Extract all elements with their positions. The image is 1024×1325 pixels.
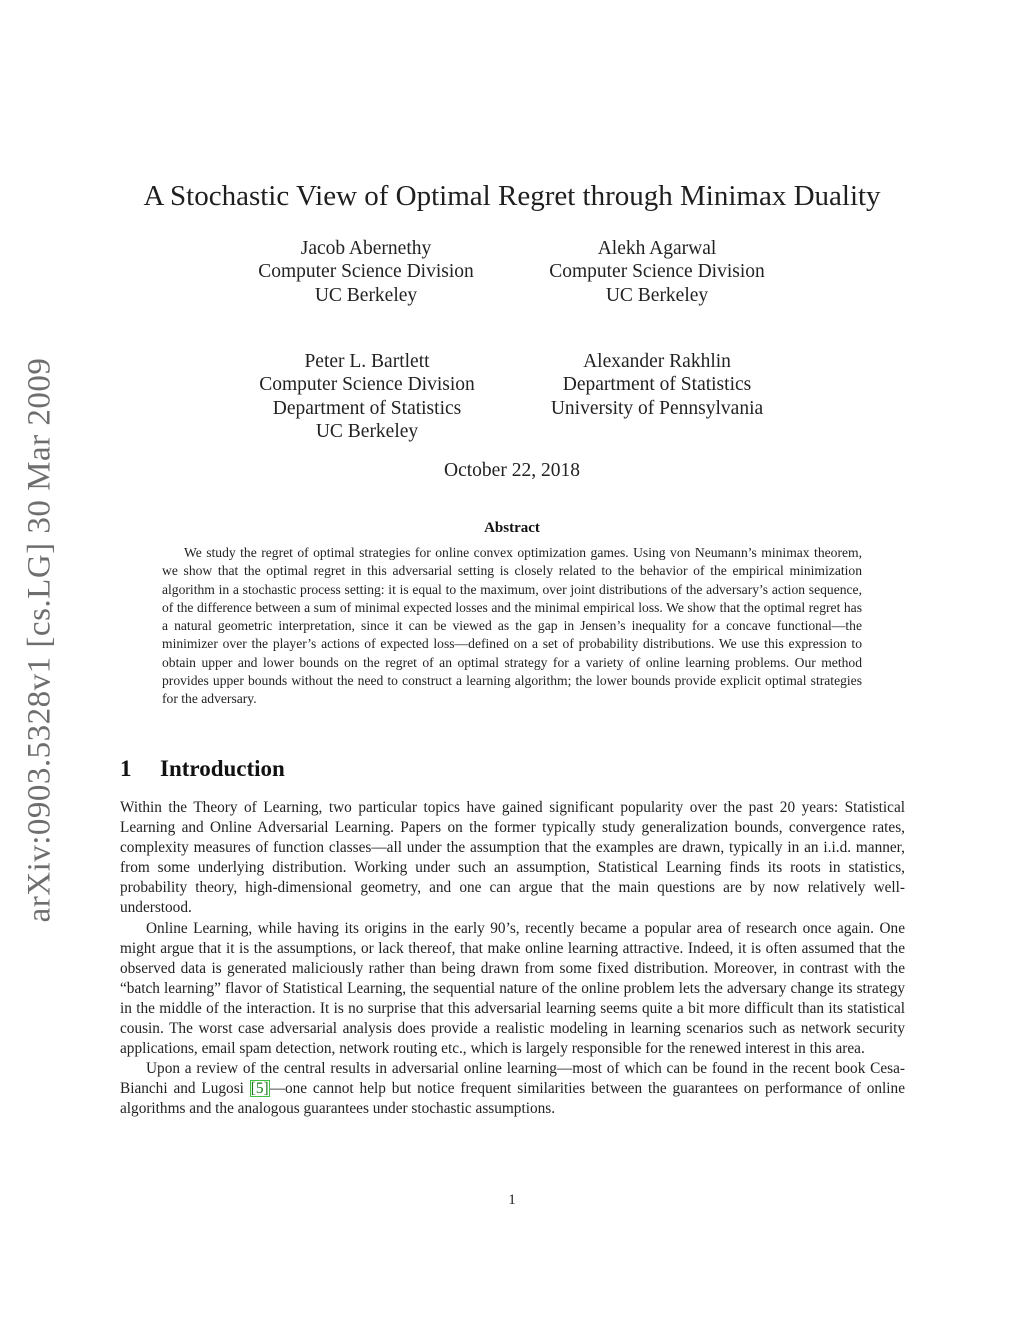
author-name: Alexander Rakhlin xyxy=(583,351,731,372)
arxiv-identifier: arXiv:0903.5328v1 [cs.LG] 30 Mar 2009 xyxy=(21,357,58,923)
author-affiliation: Computer Science Division xyxy=(549,261,765,283)
author-affiliation: UC Berkeley xyxy=(605,284,709,306)
section-heading xyxy=(120,756,285,782)
author-affiliation: UC Berkeley xyxy=(314,284,418,306)
author-block xyxy=(497,237,817,307)
section-body xyxy=(120,798,905,1120)
author-affiliation: Department of Statistics xyxy=(562,374,752,396)
citation-link[interactable]: [5] xyxy=(250,1080,269,1098)
author-name: Alekh Agarwal xyxy=(597,238,717,259)
abstract-text: We study the regret of optimal strategies for online convex optimization games. Using von Neumann’s minimax theorem, we show that the optimal regret in this adversarial setting is closely related to the behavior of the empirical minimization algorithm in a stochastic process setting: it is equal to the maximum, over joint distributions of the adversary’s action sequence, of the difference between a sum of minimal expected losses and the minimal empirical loss. We show that the optimal regret has a natural geometric interpretation, since it can be viewed as the gap in Jensen’s inequality for a concave functional—the minimizer over the player’s actions of expected loss—defined on a set of probability distributions. We use this expression to obtain upper and lower bounds on the regret of an optimal strategy for a variety of online learning problems. Our method provides upper bounds without the need to construct a learning algorithm; the lower bounds provide explicit optimal strategies for the adversary. xyxy=(162,545,862,707)
author-block xyxy=(207,350,527,443)
body-paragraph xyxy=(120,1059,905,1119)
author-affiliation: Computer Science Division xyxy=(259,374,475,396)
page-number: 1 xyxy=(508,1192,516,1208)
section-title: Introduction xyxy=(160,756,285,781)
body-paragraph: Within the Theory of Learning, two particular topics have gained significant popularity over the past 20 years: Statistical Learning and Online Adversarial Learning. Papers on the former typically study generalization bounds, convergence rates, complexity measures of function classes—all under the assumption that the examples are drawn, typically in an i.i.d. manner, from some underlying distribution. Working under such an assumption, Statistical Learning finds its roots in statistics, probability theory, high-dimensional geometry, and one can argue that the main questions are by now relatively well-understood. xyxy=(120,799,905,917)
author-block xyxy=(206,237,526,307)
section-number: 1 xyxy=(120,756,132,781)
author-name: Jacob Abernethy xyxy=(300,238,432,259)
author-affiliation: UC Berkeley xyxy=(315,420,419,442)
paragraph-text: Upon a review of the central results in adversarial online learning—most of which can be found in the recent book Cesa-Bianchi and Lugosi xyxy=(120,1060,905,1098)
abstract-heading: Abstract xyxy=(484,520,540,536)
author-affiliation: University of Pennsylvania xyxy=(550,397,764,419)
author-affiliation: Computer Science Division xyxy=(258,261,474,283)
author-affiliation: Department of Statistics xyxy=(272,397,462,419)
paper-title: A Stochastic View of Optimal Regret through Minimax Duality xyxy=(143,180,881,212)
author-name: Peter L. Bartlett xyxy=(304,351,430,372)
body-paragraph: Online Learning, while having its origins in the early 90’s, recently became a popular area of research once again. One might argue that it is the assumptions, or lack thereof, that make online learning attractive. Indeed, it is often assumed that the observed data is generated maliciously rather than being drawn from some fixed distribution. Moreover, in contrast with the “batch learning” flavor of Statistical Learning, the sequential nature of the online problem lets the adversary change its strategy in the middle of the interaction. It is no surprise that this adversarial learning seems quite a bit more difficult than its statistical cousin. The worst case adversarial analysis does provide a realistic modeling in learning scenarios such as network security applications, email spam detection, network routing etc., which is largely responsible for the renewed interest in this area. xyxy=(120,919,905,1058)
author-block xyxy=(497,350,817,420)
paragraph-text: —one cannot help but notice frequent similarities between the guarantees on performance of online algorithms and the analogous guarantees under stochastic assumptions. xyxy=(120,1080,905,1118)
paper-date: October 22, 2018 xyxy=(444,460,580,481)
